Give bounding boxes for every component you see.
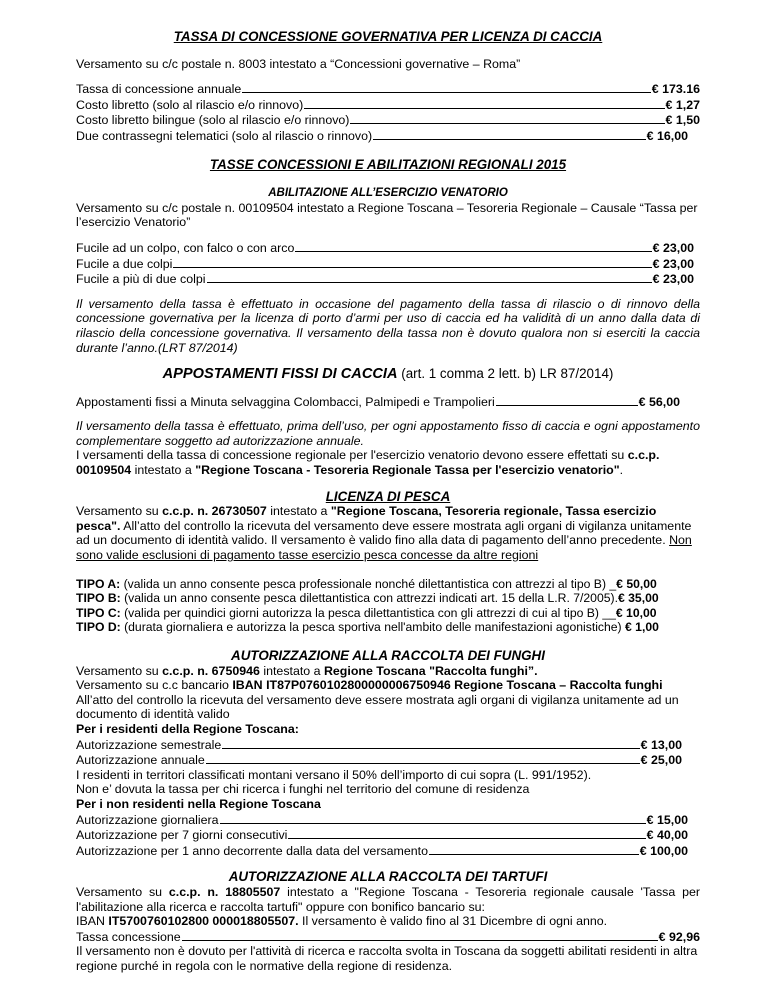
note-appostamenti: Il versamento della tassa è effettuato, prima dell’uso, per ogni appostamento fisso di caccia e ogni appostamento complementare soggetto ad autorizzazione annuale.: [76, 419, 700, 448]
fee-row: Fucile ad un colpo, con falco o con arco € 23,00: [76, 240, 694, 255]
tipo-row: TIPO D: (durata giornaliera e autorizza la pesca sportiva nell'ambito delle manifestazioni agonistiche) € 1,00: [76, 620, 659, 635]
fee-row: Autorizzazione per 1 anno decorrente dalla data del versamento € 100,00: [76, 843, 688, 858]
non-residenti-title: Per i non residenti nella Regione Toscana: [76, 796, 321, 811]
tipo-row: TIPO B: (valida un anno consente pesca dilettantistica con attrezzi indicati art. 15 della L.R. 7/2005).€ 35,00: [76, 591, 659, 606]
fee-row: Fucile a più di due colpi € 23,00: [76, 272, 694, 287]
section-title-funghi: AUTORIZZAZIONE ALLA RACCOLTA DEI FUNGHI: [231, 648, 545, 663]
fee-row: Fucile a due colpi € 23,00: [76, 256, 694, 271]
fee-list-caccia: [76, 81, 700, 143]
fee-row-tartufi: Tassa concessione € 92,96: [76, 929, 700, 944]
section-title-tartufi: AUTORIZZAZIONE ALLA RACCOLTA DEI TARTUFI: [228, 869, 548, 885]
fee-list-residenti: [76, 737, 682, 768]
residenti-title: Per i residenti della Regione Toscana:: [76, 721, 299, 736]
fee-row: Autorizzazione semestrale € 13,00: [76, 737, 682, 752]
note-montani: I residenti in territori classificati montani versano il 50% dell’importo di cui sopra (L. 991/1952).: [76, 767, 592, 782]
fee-row: Autorizzazione giornaliera € 15,00: [76, 812, 688, 827]
fee-row: Costo libretto bilingue (solo al rilascio e/o rinnovo) € 1,50: [76, 113, 700, 128]
fee-row: Tassa di concessione annuale € 173.16: [76, 82, 700, 97]
note-comune: Non e’ dovuta la tassa per chi ricerca i funghi nel territorio del comune di residenza: [76, 782, 530, 797]
section-title-appostamenti: APPOSTAMENTI FISSI DI CACCIA (art. 1 comma 2 lett. b) LR 87/2014): [162, 366, 614, 383]
text-tartufi-iban: IBAN IT5700760102800 000018805507. Il versamento è valido fino al 31 Dicembre di ogni anno.: [76, 914, 608, 929]
text-licenza-pesca: Versamento su c.c.p. n. 26730507 intestato a "Regione Toscana, Tesoreria regionale, Tassa esercizio pesca". All’atto del controllo la ricevuta del versamento deve essere mostrata agli organi di vigilanza unitamente ad un documento di identità valido. Il versamento è valido fino alla data di pagamento dell’anno precedente. Non sono valide esclusioni di pagamento tasse esercizio pesca concesse da altre regioni: [76, 504, 692, 563]
note-venatorio: Il versamento della tassa è effettuato in occasione del pagamento della tassa di rilascio o di rinnovo della concessione governativa per la licenza di porto d’armi per uso di caccia ed ha validità di un anno dalla data di rilascio della concessione governativa. Il versamento della tassa non è dovuto qualora non si eserciti la caccia durante l’anno.(LRT 87/2014): [76, 296, 700, 355]
text-versamenti-venatorio: I versamenti della tassa di concessione regionale per l'esercizio venatorio devono essere effettati su c.c.p. 00109504 intestato a "Regione Toscana - Tesoreria Regionale Tassa per l'esercizio venatorio".: [76, 448, 660, 478]
versamento-intro: Versamento su c/c postale n. 8003 intestato a “Concessioni governative – Roma”: [76, 56, 521, 71]
section-title-tasse-regionali: TASSE CONCESSIONI E ABILITAZIONI REGIONALI 2015: [209, 156, 567, 172]
fee-list-fucile: [76, 240, 694, 287]
tipo-list: [76, 577, 700, 635]
section-title-licenza-pesca: LICENZA DI PESCA: [325, 488, 451, 504]
versamento-intro: Versamento su c/c postale n. 00109504 intestato a Regione Toscana – Tesoreria Regionale – Causale “Tassa per l’esercizio Venatorio”: [76, 200, 698, 230]
tipo-row: TIPO A: (valida un anno consente pesca professionale nonché dilettantistica con attrezzi al tipo B) _€ 50,00: [76, 576, 657, 591]
fee-row: Autorizzazione per 7 giorni consecutivi € 40,00: [76, 828, 688, 843]
fee-row-appostamenti: Appostamenti fissi a Minuta selvaggina Colombacci, Palmipedi e Trampolieri € 56,00: [76, 394, 680, 409]
text-tartufi-ccp: Versamento su c.c.p. n. 18805507 intestato a "Regione Toscana - Tesoreria regionale causale 'Tassa per l'abilitazione alla ricerca e raccolta tartufi" oppure con bonifico bancario su:: [76, 884, 700, 914]
text-funghi-iban: Versamento su c.c bancario IBAN IT87P0760102800000006750946 Regione Toscana – Raccolta funghi: [76, 678, 663, 693]
fee-row: Due contrassegni telematici (solo al rilascio o rinnovo) € 16,00: [76, 128, 688, 143]
note-tartufi: Il versamento non è dovuto per l'attività di ricerca e raccolta svolta in Toscana da soggetti abilitati residenti in altra regione purché in regola con le normative della regione di residenza.: [76, 944, 698, 973]
document-page: [76, 30, 700, 973]
fee-list-non-residenti: [76, 812, 688, 859]
fee-row: Costo libretto (solo al rilascio e/o rinnovo) € 1,27: [76, 97, 700, 112]
text-funghi-ccp: Versamento su c.c.p. n. 6750946 intestato a Regione Toscana "Raccolta funghi”.: [76, 663, 538, 678]
text-funghi-controllo: All’atto del controllo la ricevuta del versamento deve essere mostrata agli organi di vigilanza unitamente ad un documento di identità valido: [76, 692, 679, 722]
tipo-row: TIPO C: (valida per quindici giorni autorizza la pesca dilettantistica con gli attrezzi di cui al tipo B) __€ 10,00: [76, 605, 657, 620]
fee-row: Autorizzazione annuale € 25,00: [76, 753, 682, 768]
subsection-title-abilitazione: ABILITAZIONE ALL’ESERCIZIO VENATORIO: [268, 187, 508, 200]
section-title-licenza-caccia: TASSA DI CONCESSIONE GOVERNATIVA PER LICENZA DI CACCIA: [173, 29, 603, 44]
